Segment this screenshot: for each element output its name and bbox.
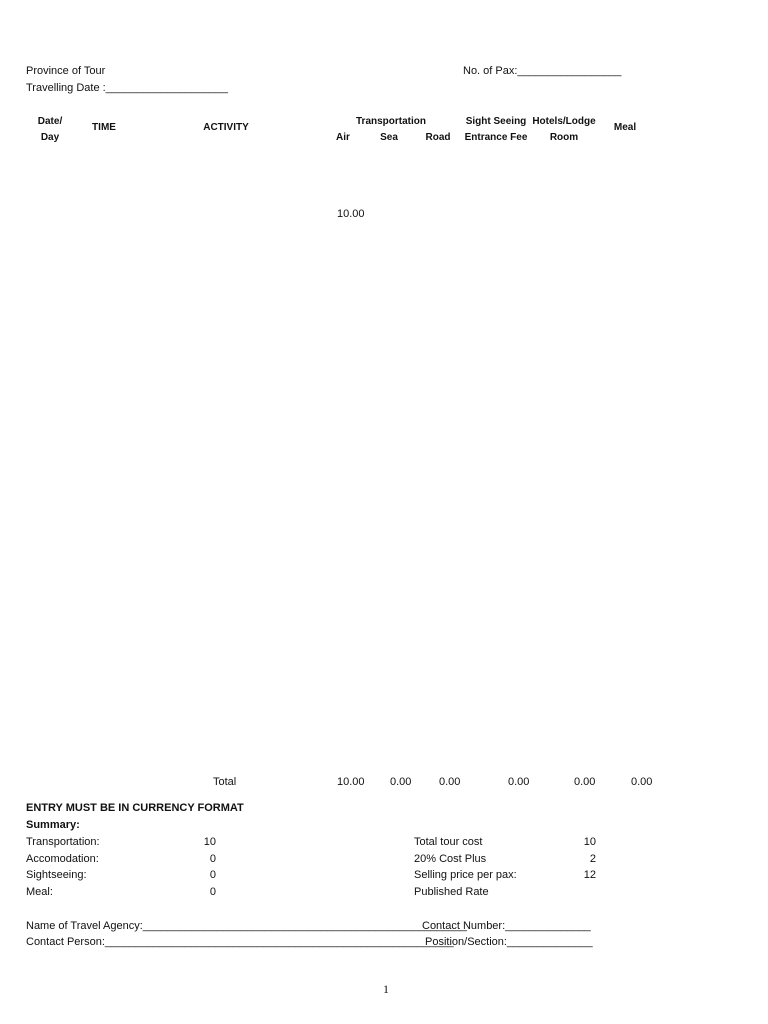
summary-accomodation-value: 0 xyxy=(209,853,216,865)
total-tour-cost-label: Total tour cost xyxy=(414,836,483,848)
header-air: Air xyxy=(336,132,350,143)
header-hotels-lodge: Hotels/Lodge xyxy=(532,116,596,127)
province-of-tour-label: Province of Tour xyxy=(26,65,106,77)
total-road: 0.00 xyxy=(439,776,461,788)
total-tour-cost-value: 10 xyxy=(583,836,596,848)
header-day: Day xyxy=(40,132,60,143)
summary-meal-value: 0 xyxy=(209,886,216,898)
selling-price-value: 12 xyxy=(583,869,596,881)
total-sight: 0.00 xyxy=(508,776,530,788)
summary-title: Summary: xyxy=(26,819,80,831)
travel-agency-name-field[interactable]: Name of Travel Agency:_____________________________________________________ xyxy=(26,920,468,932)
header-sea: Sea xyxy=(380,132,398,143)
total-room: 0.00 xyxy=(574,776,596,788)
header-room: Room xyxy=(549,132,579,143)
contact-number-field[interactable]: Contact Number:______________ xyxy=(422,920,591,932)
summary-transportation-value: 10 xyxy=(203,836,216,848)
header-meal: Meal xyxy=(613,122,637,133)
header-activity: ACTIVITY xyxy=(203,122,249,133)
summary-sightseeing-value: 0 xyxy=(209,869,216,881)
header-date: Date/ xyxy=(37,116,63,127)
cost-plus-label: 20% Cost Plus xyxy=(414,853,487,865)
header-transportation: Transportation xyxy=(355,116,427,127)
summary-accomodation-label: Accomodation: xyxy=(26,853,99,865)
position-section-field[interactable]: Position/Section:______________ xyxy=(425,936,593,948)
travelling-date-field[interactable]: Travelling Date :____________________ xyxy=(26,82,229,94)
no-of-pax-field[interactable]: No. of Pax:_________________ xyxy=(463,65,622,77)
header-time: TIME xyxy=(92,122,116,133)
total-sea: 0.00 xyxy=(390,776,412,788)
contact-person-field[interactable]: Contact Person:_________________________________________________________ xyxy=(26,936,454,948)
summary-transportation-label: Transportation: xyxy=(26,836,100,848)
published-rate-label: Published Rate xyxy=(414,886,489,898)
total-meal: 0.00 xyxy=(631,776,653,788)
page-number: 1 xyxy=(383,982,389,996)
currency-format-note: ENTRY MUST BE IN CURRENCY FORMAT xyxy=(26,802,244,814)
summary-meal-label: Meal: xyxy=(26,886,53,898)
total-label: Total xyxy=(213,776,237,788)
total-air: 10.00 xyxy=(337,776,365,788)
header-road: Road xyxy=(425,132,451,143)
header-entrance-fee: Entrance Fee xyxy=(464,132,528,143)
selling-price-label: Selling price per pax: xyxy=(414,869,517,881)
header-sight-seeing: Sight Seeing xyxy=(465,116,527,127)
cost-plus-value: 2 xyxy=(589,853,596,865)
row-1-air-cell[interactable]: 10.00 xyxy=(337,208,365,220)
summary-sightseeing-label: Sightseeing: xyxy=(26,869,87,881)
